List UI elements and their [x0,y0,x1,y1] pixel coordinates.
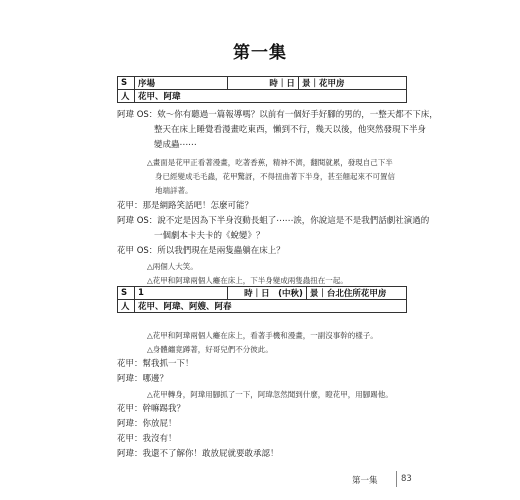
scene-characters: 花甲、阿瑋、阿嫂、阿春 [135,300,407,313]
stage-direction-continuation: 地端詳著。 [155,186,193,195]
scene-time: 時｜日 (中秋) [228,287,307,300]
stage-direction: △身體纏竟蹲著，好哥兒們不分彼此。 [147,345,273,354]
page-number: 83 [401,474,412,484]
scene-header-table-scene-1 [117,286,407,313]
footer-divider [396,471,397,487]
dialogue-line: 花甲：那是網路笑話吧！怎麼可能？ [117,201,254,211]
stage-direction: △花甲轉身，阿瑋用腳抓了一下，阿瑋忽然聞到什麼，瞪花甲，用腳踢他。 [147,390,393,399]
dialogue-continuation: 變成蟲⋯⋯ [154,140,197,150]
people-label: 人 [118,300,135,313]
scene-place: 序場 [135,77,228,90]
stage-direction: △花甲和阿瑋兩個人癱在床上，看著手機和漫畫，一副沒事幹的樣子。 [147,331,378,340]
scene-location: 景｜台北住所花甲房 [306,287,406,300]
scene-number-label: S [118,287,135,300]
dialogue-line: 花甲 OS：所以我們現在是兩隻蟲躺在床上？ [117,246,285,256]
scene-header-table-prologue [117,76,407,103]
dialogue-line: 阿瑋：我還不了解你！敢放屁就要敢承認！ [117,449,279,459]
dialogue-line: 阿瑋：你放屁！ [117,419,177,429]
dialogue-continuation: 一個劇本卡夫卡的《蛻變》？ [154,231,265,241]
stage-direction: △兩個人大笑。 [147,262,198,271]
episode-title: 第一集 [233,43,287,63]
people-label: 人 [118,90,135,103]
running-footer-title: 第一集 [352,476,378,486]
dialogue-line: 花甲：幫我抓一下！ [117,359,194,369]
scene-number-label: S [118,77,135,90]
dialogue-line: 阿瑋 OS：說不定是因為下半身沒動長蛆了⋯⋯誒，你說這是不是我們話劇社演過的 [117,216,430,226]
stage-direction: △花甲和阿瑋兩個人癱在床上，下半身變成兩隻蟲扭在一起。 [147,276,348,285]
stage-direction-continuation: 身已經變成毛毛蟲，花甲驚訝，不得扭曲著下半身，甚至翹起來不可置信 [155,172,395,181]
dialogue-line: 花甲：幹嘛踢我？ [117,404,186,414]
dialogue-line: 阿瑋 OS：欸～你有聽過一篇報導嗎？以前有一個好手好腳的男的，一整天都不下床， [117,110,438,120]
scene-characters: 花甲、阿瑋 [135,90,407,103]
scene-location: 景｜花甲房 [298,77,406,90]
scene-time: 時｜日 [228,77,299,90]
stage-direction: △畫面是花甲正看著漫畫，吃著香蕉，精神不濟，翻閱就累，發現自己下半 [147,158,393,167]
scene-number: 1 [135,287,228,300]
dialogue-line: 阿瑋：哪邊？ [117,374,169,384]
dialogue-continuation: 整天在床上睡覺看漫畫吃東西，懶到不行，幾天以後，他突然發現下半身 [154,125,427,135]
dialogue-line: 花甲：我沒有！ [117,434,177,444]
